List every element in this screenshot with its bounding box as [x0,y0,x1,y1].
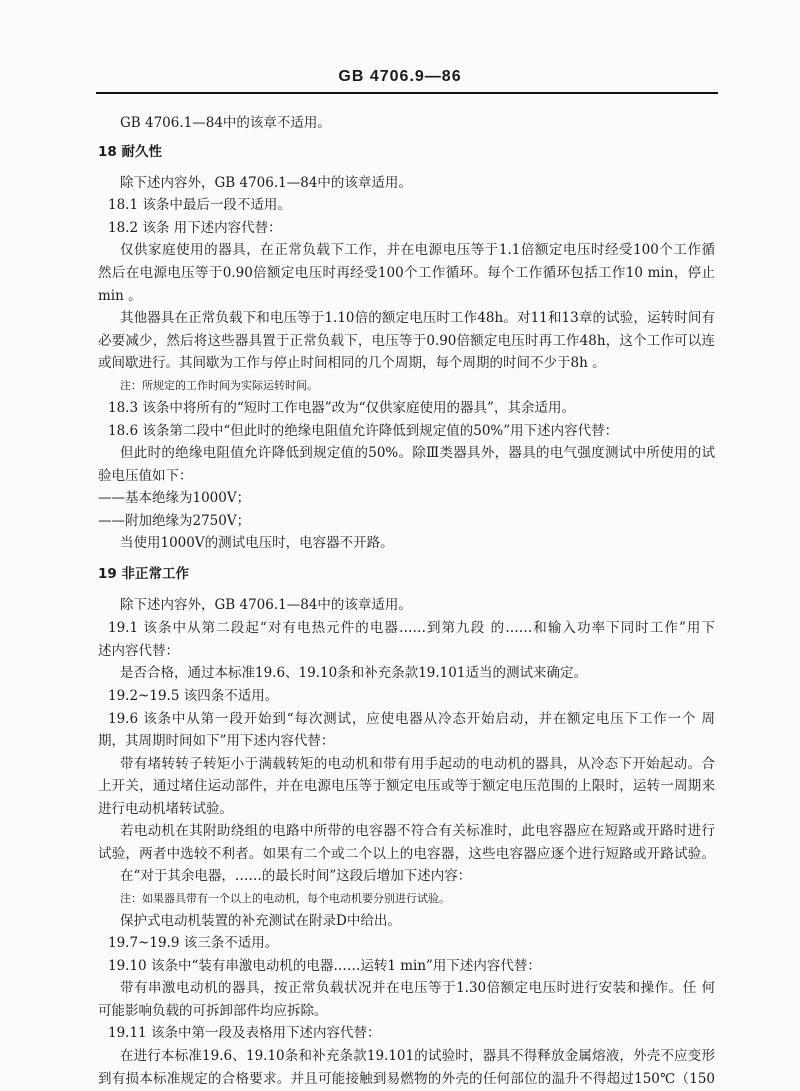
paragraph: 然后在电源电压等于0.90倍额定电压时再经受100个工作循环。每个工作循环包括工作10 min，停止 [98,265,715,281]
paragraph: 在进行本标准19.6、19.10条和补充条款19.101的试验时，器具不得释放金属熔液，外壳不应变形 [120,1048,715,1064]
paragraph: 进行电动机堵转试验。 [98,801,233,817]
note: 注：所规定的工作时间为实际运转时间。 [120,379,318,392]
paragraph: 除下述内容外，GB 4706.1—84中的该章适用。 [120,597,412,613]
paragraph: 仅供家庭使用的器具，在正常负载下工作，并在电源电压等于1.1倍额定电压时经受100个工作循 [120,242,715,258]
paragraph: 上开关，通过堵住运动部件，并在电源电压等于额定电压或等于额定电压范围的上限时，运转一周期来 [98,778,715,794]
paragraph: 除下述内容外，GB 4706.1—84中的该章适用。 [120,175,412,191]
clause-18-3: 18.3 该条中将所有的“短时工作电器”改为“仅供家庭使用的器具”，其余适用。 [108,400,575,416]
paragraph: 可能影响负载的可拆卸部件均应拆除。 [98,1003,328,1019]
section-heading-18: 18 耐久性 [98,144,162,160]
paragraph: 带有堵转转子转矩小于满载转矩的电动机和带有用手起动的电动机的器具，从冷态下开始起动。合 [120,756,715,772]
clause-19-1: 19.1 该条中从第二段起“对有电热元件的电器……到第九段 的……和输入功率下同时工作”用下 [108,620,715,636]
paragraph: 当使用1000V的测试电压时，电容器不开路。 [120,535,394,551]
paragraph: 到有损本标准规定的合格要求。并且可能接触到易燃物的外壳的任何部位的温升不得超过150℃（150 [98,1071,715,1087]
paragraph: 验电压值如下： [98,468,193,484]
paragraph: 期，其周期时间如下”用下述内容代替： [98,733,335,749]
clause-18-2: 18.2 该条 用下述内容代替： [108,220,282,236]
paragraph: 或间歇进行。其间歇为工作与停止时间相同的几个周期，每个周期的时间不少于8h 。 [98,355,606,371]
paragraph: 述内容代替： [98,643,179,659]
paragraph: min 。 [98,288,142,304]
note: 注：如果器具带有一个以上的电动机，每个电动机要分别进行试验。 [120,892,450,905]
paragraph: 是否合格，通过本标准19.6、19.10条和补充条款19.101适当的测试来确定。 [120,665,587,681]
paragraph: 在“对于其余电器，……的最长时间”这段后增加下述内容： [120,868,472,884]
paragraph: 必要减少，然后将这些器具置于正常负载下，电压等于0.90倍额定电压时再工作48h，这个工作可以连 [98,333,715,349]
list-item: ——基本绝缘为1000V； [98,490,251,506]
paragraph: 保护式电动机装置的补充测试在附录D中给出。 [120,913,401,929]
paragraph: 但此时的绝缘电阻值允许降低到规定值的50%。除Ⅲ类器具外，器具的电气强度测试中所使用的试 [120,445,715,461]
clause-19-2-5: 19.2~19.5 该四条不适用。 [108,688,279,704]
clause-19-6: 19.6 该条中从第一段开始到“每次测试，应使电器从冷态开始启动，并在额定电压下工作一个 周 [108,711,715,727]
document-header: GB 4706.9—86 [338,68,462,85]
clause-19-7-9: 19.7~19.9 该三条不适用。 [108,935,279,951]
clause-18-1: 18.1 该条中最后一段不适用。 [108,197,291,213]
header-rule [96,92,718,94]
paragraph: GB 4706.1—84中的该章不适用。 [120,115,331,131]
clause-19-10: 19.10 该条中“装有串激电动机的电器……运转1 min”用下述内容代替： [108,958,541,974]
section-heading-19: 19 非正常工作 [98,566,189,582]
paragraph: 若电动机在其附助绕组的电路中所带的电容器不符合有关标准时，此电容器应在短路或开路时进行 [120,823,715,839]
list-item: ——附加绝缘为2750V； [98,513,251,529]
paragraph: 其他器具在正常负载下和电压等于1.10倍的额定电压时工作48h。对11和13章的试验，运转时间有 [120,310,715,326]
paragraph: 带有串激电动机的器具，按正常负载状况并在电压等于1.30倍额定电压时进行安装和操作。任 何 [120,980,715,996]
paragraph: 试验，两者中选较不利者。如果有二个或二个以上的电容器，这些电容器应逐个进行短路或开路试验。 [98,846,715,862]
clause-18-6: 18.6 该条第二段中“但此时的绝缘电阻值允许降低到规定值的50%”用下述内容代替： [108,423,619,439]
clause-19-11: 19.11 该条中第一段及表格用下述内容代替： [108,1025,381,1041]
